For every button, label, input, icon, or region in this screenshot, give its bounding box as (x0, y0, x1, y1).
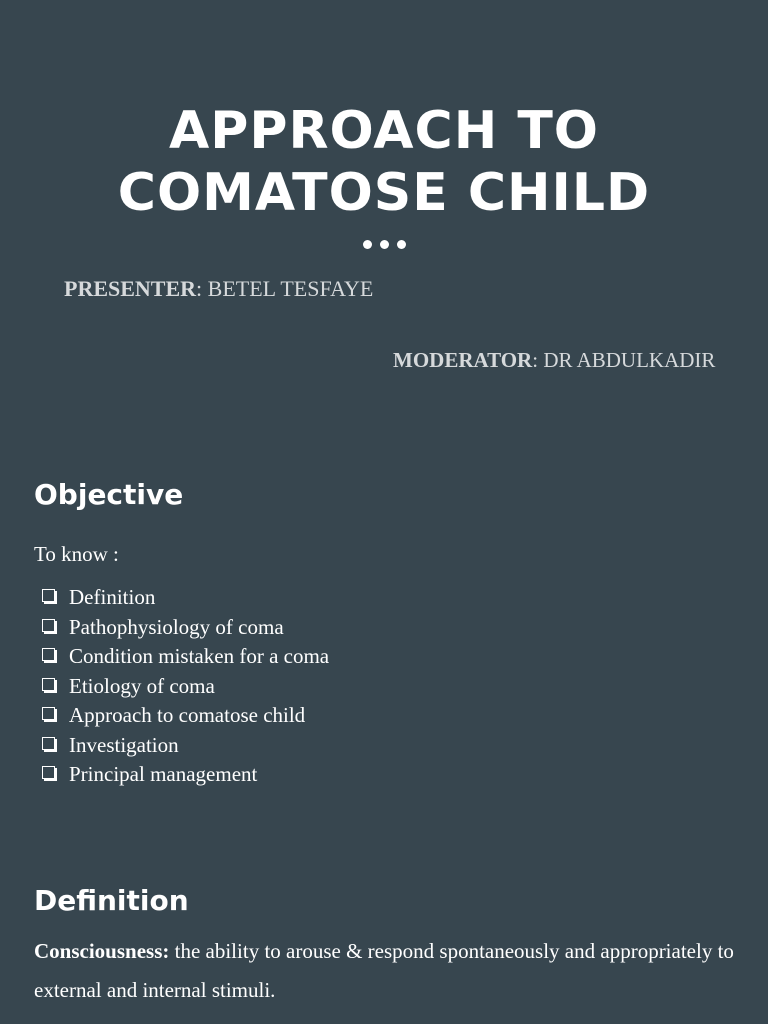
list-item (42, 731, 329, 761)
page-title (0, 100, 768, 224)
objective-list (42, 583, 329, 790)
list-item-label: Approach to comatose child (69, 703, 306, 727)
list-item-label: Condition mistaken for a coma (69, 644, 330, 668)
list-item (42, 642, 329, 672)
list-item-label: Definition (69, 585, 156, 609)
objective-heading: Objective (34, 478, 184, 511)
presenter-line (64, 276, 373, 302)
list-item (42, 701, 329, 731)
definition-paragraph (34, 932, 744, 1010)
list-item (42, 613, 329, 643)
list-item-label: Principal management (69, 762, 258, 786)
moderator-line (393, 348, 715, 373)
divider-dot (363, 240, 372, 249)
list-item-label: Pathophysiology of coma (69, 614, 284, 639)
moderator-label: MODERATOR (393, 348, 533, 372)
checkbox-bullet-icon (42, 707, 55, 720)
title-line-2: COMATOSE CHILD (117, 163, 651, 223)
title-line-1: APPROACH TO (168, 101, 600, 161)
definition-term: Consciousness: (34, 939, 170, 963)
list-item (42, 583, 329, 613)
divider-dot (380, 240, 389, 249)
moderator-name: : DR ABDULKADIR (532, 348, 716, 372)
objective-intro: To know : (34, 542, 119, 566)
title-divider-dots (0, 236, 768, 254)
checkbox-bullet-icon (42, 678, 55, 691)
list-item (42, 760, 329, 790)
presenter-label: PRESENTER (64, 276, 197, 301)
list-item (42, 672, 329, 702)
checkbox-bullet-icon (42, 619, 55, 632)
definition-heading: Definition (34, 884, 189, 917)
presenter-name: : BETEL TESFAYE (196, 276, 374, 301)
checkbox-bullet-icon (42, 589, 55, 602)
definition-text: the ability to arouse & respond spontaneously and appropriately to external and internal stimuli. (34, 939, 734, 1002)
checkbox-bullet-icon (42, 766, 55, 779)
list-item-label: Etiology of coma (69, 673, 215, 698)
checkbox-bullet-icon (42, 648, 55, 661)
list-item-label: Investigation (69, 732, 179, 757)
divider-dot (397, 240, 406, 249)
checkbox-bullet-icon (42, 737, 55, 750)
